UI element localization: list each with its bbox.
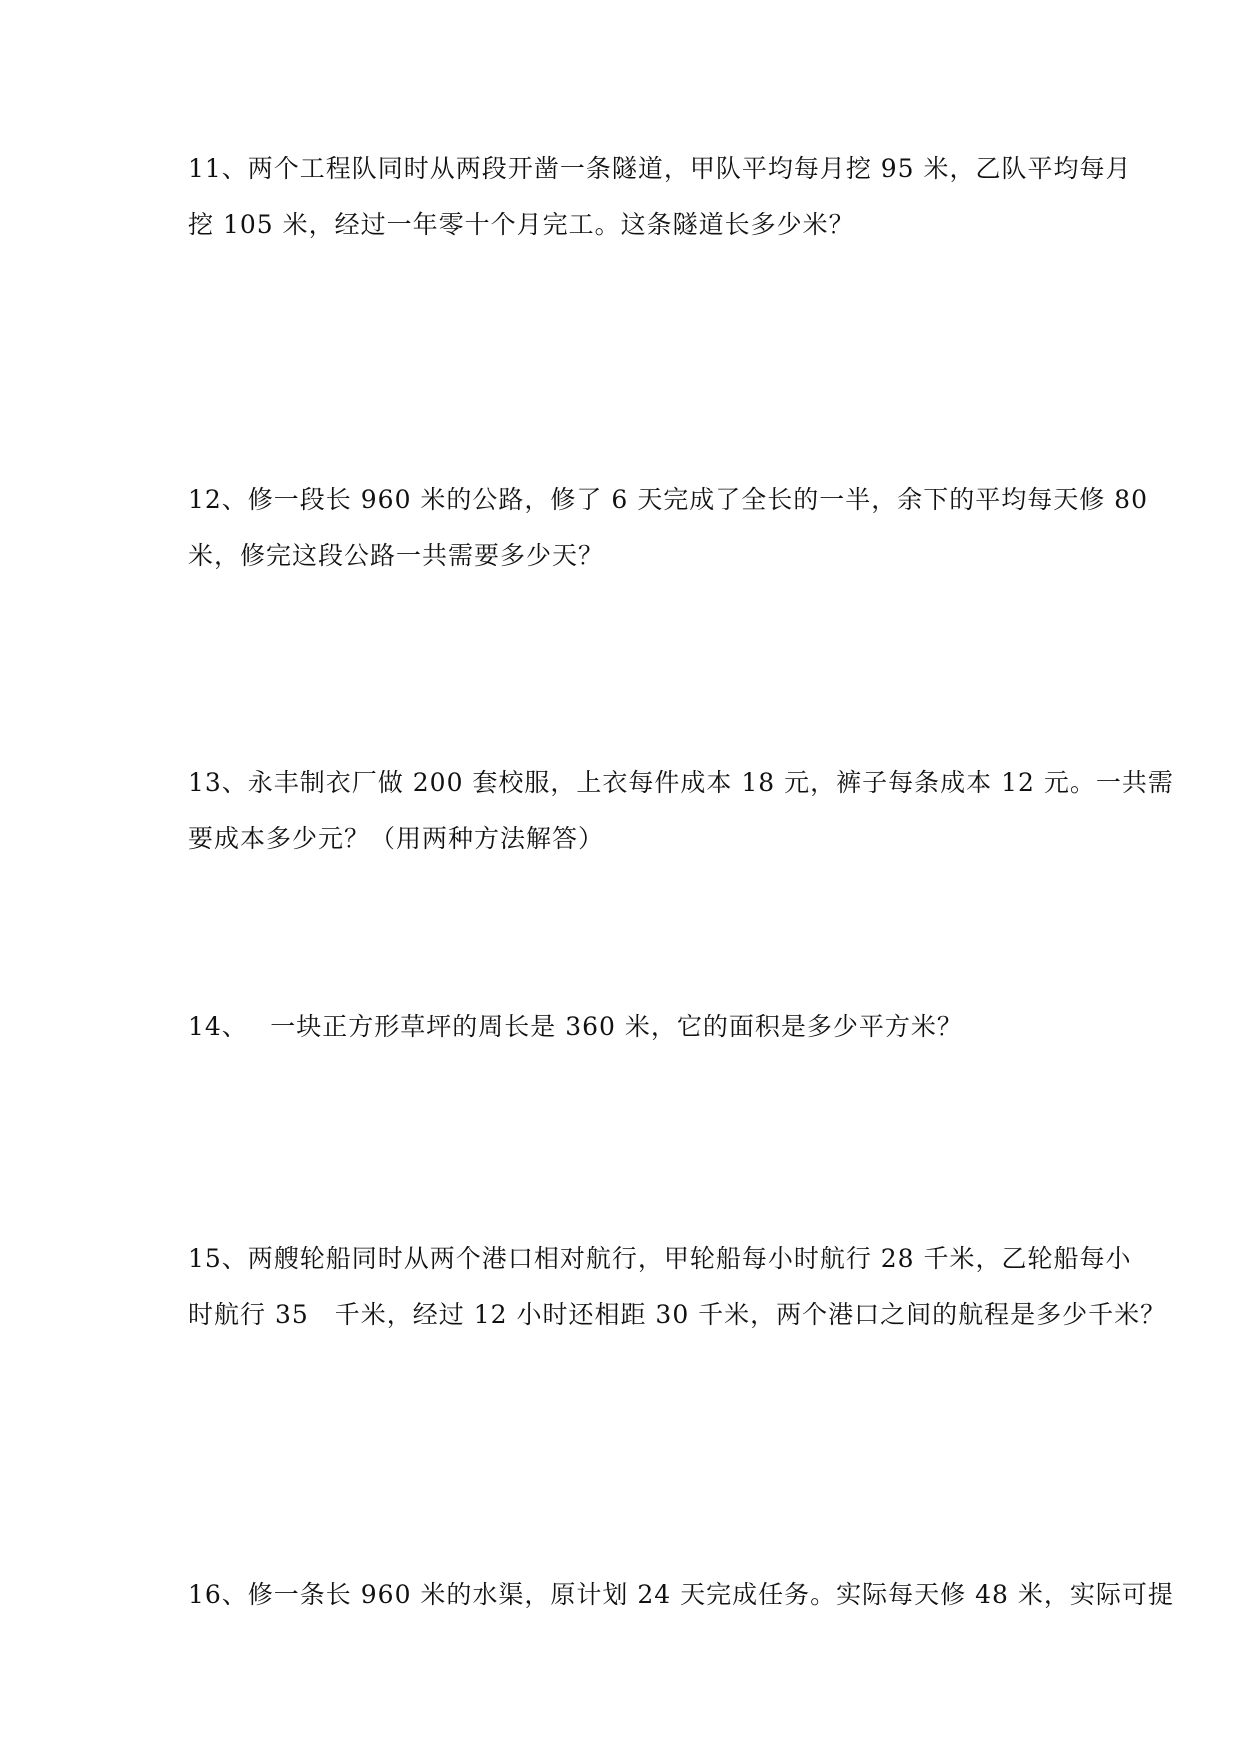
question-12-line-1: 12、修一段长 960 米的公路，修了 6 天完成了全长的一半，余下的平均每天修 80 [188, 485, 1148, 514]
question-11 [188, 141, 1132, 253]
question-16-line-1: 16、修一条长 960 米的水渠，原计划 24 天完成任务。实际每天修 48 米，实际可提 [188, 1580, 1174, 1609]
question-13-line-2: 要成本多少元？（用两种方法解答） [188, 824, 605, 853]
question-14 [188, 999, 1068, 1055]
question-12 [188, 472, 1148, 584]
question-15-line-2: 时航行 35 千米，经过 12 小时还相距 30 千米，两个港口之间的航程是多少千米？ [188, 1300, 1167, 1329]
question-11-line-2: 挖 105 米，经过一年零十个月完工。这条隧道长多少米？ [188, 210, 855, 239]
question-11-line-1: 11、两个工程队同时从两段开凿一条隧道，甲队平均每月挖 95 米，乙队平均每月 [188, 154, 1132, 183]
question-12-line-2: 米，修完这段公路一共需要多少天？ [188, 541, 605, 570]
question-16 [188, 1567, 1174, 1623]
question-13 [188, 755, 1174, 867]
question-15-line-1: 15、两艘轮船同时从两个港口相对航行，甲轮船每小时航行 28 千米，乙轮船每小 [188, 1244, 1132, 1273]
question-14-line-1: 14、 一块正方形草坪的周长是 360 米，它的面积是多少平方米？ [188, 1012, 963, 1041]
question-13-line-1: 13、永丰制衣厂做 200 套校服，上衣每件成本 18 元，裤子每条成本 12 元。一共需 [188, 768, 1174, 797]
question-15 [188, 1231, 1167, 1343]
